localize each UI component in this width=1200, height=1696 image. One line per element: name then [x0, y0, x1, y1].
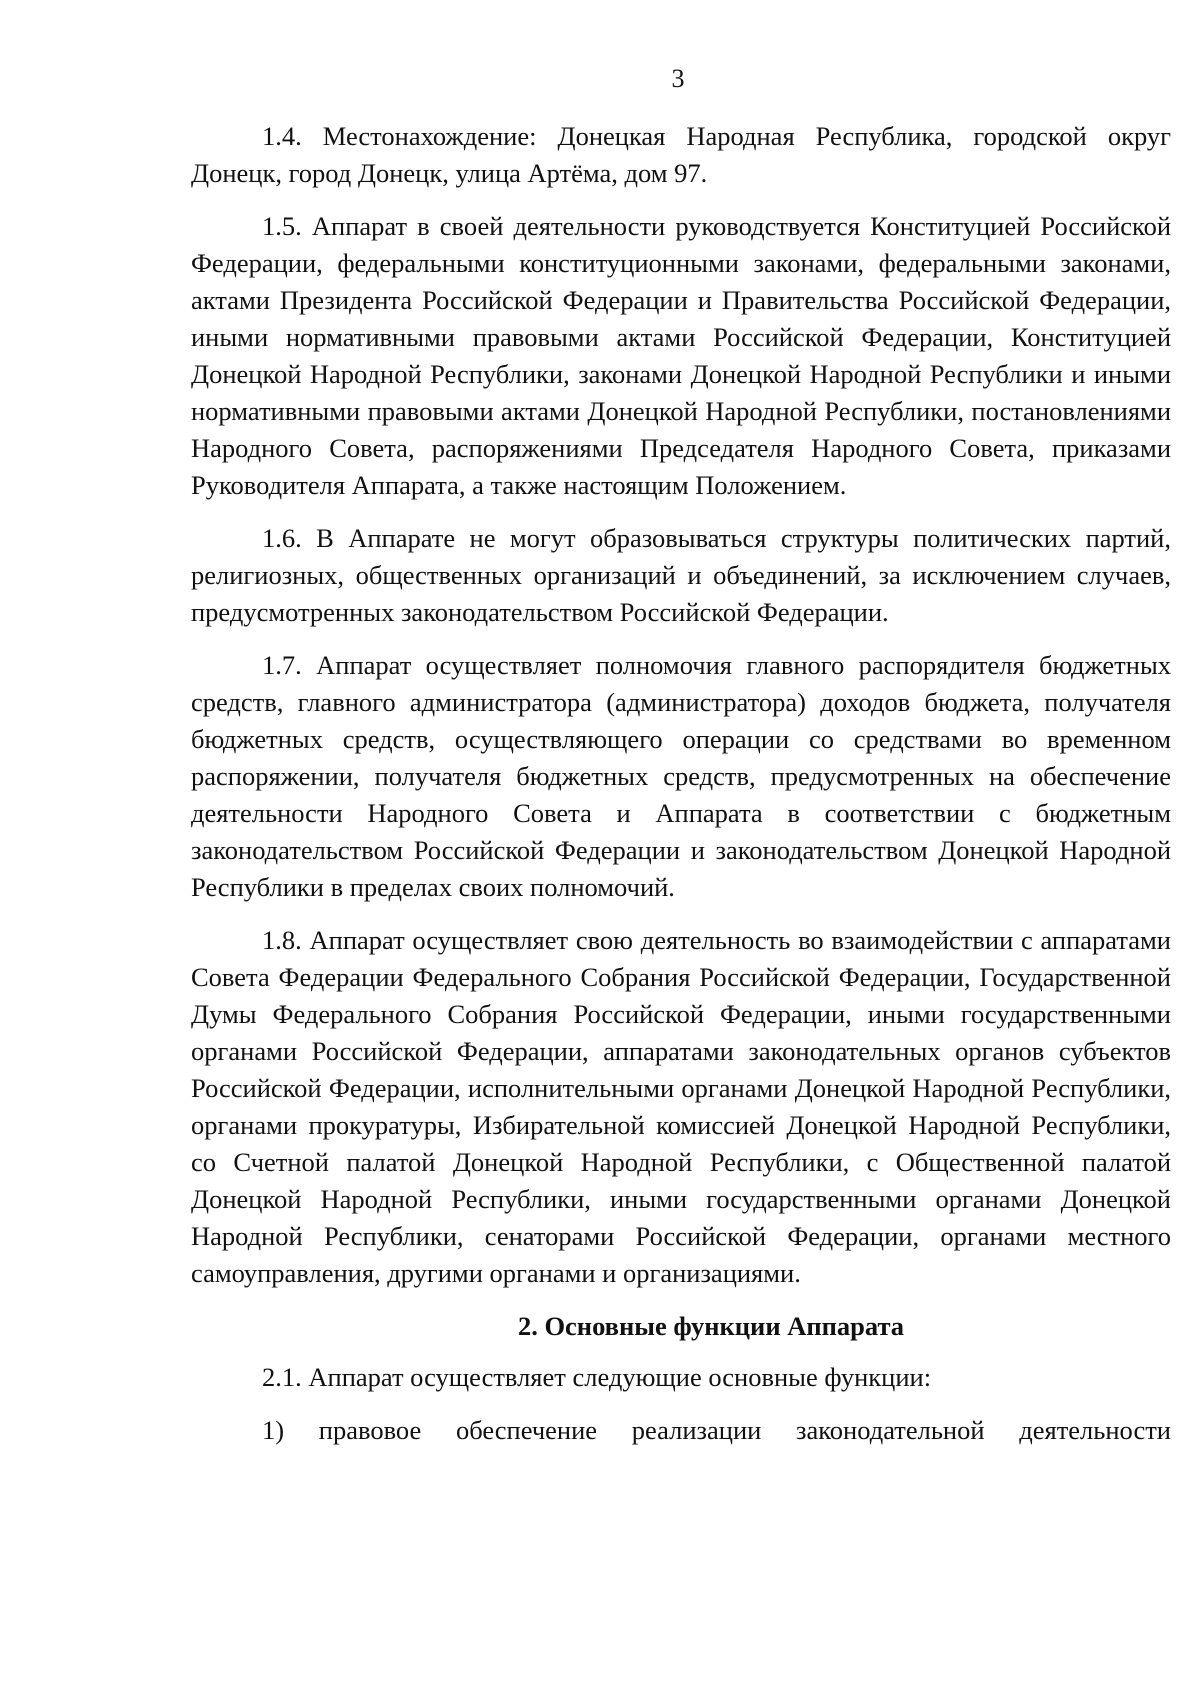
- list-item-1: 1) правовое обеспечение реализации законодательной деятельности: [262, 1415, 1171, 1445]
- document-body: [191, 118, 1171, 1465]
- section-heading: 2. Основные функции Аппарата: [517, 1311, 905, 1341]
- paragraph-1-7: 1.7. Аппарат осуществляет полномочия главного распорядителя бюджетных средств, главного администратора (администратора) доходов бюджета, получателя бюджетных средств, осуществляющего операции со средствами во временном распоряжении, получателя бюджетных средств, предусмотренных на обеспечение деятельности Народного Совета и Аппарата в соответствии с бюджетным законодательством Российской Федерации и законодательством Донецкой Народной Республики в пределах своих полномочий.: [191, 650, 1171, 902]
- paragraph-1-5: 1.5. Аппарат в своей деятельности руководствуется Конституцией Российской Федерации, федеральными конституционными законами, федеральными законами, актами Президента Российской Федерации и Правительства Российской Федерации, иными нормативными правовыми актами Российской Федерации, Конституцией Донецкой Народной Республики, законами Донецкой Народной Республики и иными нормативными правовыми актами Донецкой Народной Республики, постановлениями Народного Совета, распоряжениями Председателя Народного Совета, приказами Руководителя Аппарата, а также настоящим Положением.: [191, 211, 1171, 500]
- page-number: 3: [671, 64, 685, 93]
- paragraph-1-6: 1.6. В Аппарате не могут образовываться структуры политических партий, религиозных, общественных организаций и объединений, за исключением случаев, предусмотренных законодательством Российской Федерации.: [191, 523, 1171, 627]
- paragraph-1-4: 1.4. Местонахождение: Донецкая Народная Республика, городской округ Донецк, город Донецк, улица Артёма, дом 97.: [191, 121, 1171, 188]
- paragraph-2-1: 2.1. Аппарат осуществляет следующие основные функции:: [262, 1362, 932, 1392]
- paragraph-1-8: 1.8. Аппарат осуществляет свою деятельность во взаимодействии с аппаратами Совета Федерации Федерального Собрания Российской Федерации, Государственной Думы Федерального Собрания Российской Федерации, иными государственными органами Российской Федерации, аппаратами законодательных органов субъектов Российской Федерации, исполнительными органами Донецкой Народной Республики, органами прокуратуры, Избирательной комиссией Донецкой Народной Республики, со Счетной палатой Донецкой Народной Республики, с Общественной палатой Донецкой Народной Республики, иными государственными органами Донецкой Народной Республики, сенаторами Российской Федерации, органами местного самоуправления, другими органами и организациями.: [191, 925, 1171, 1288]
